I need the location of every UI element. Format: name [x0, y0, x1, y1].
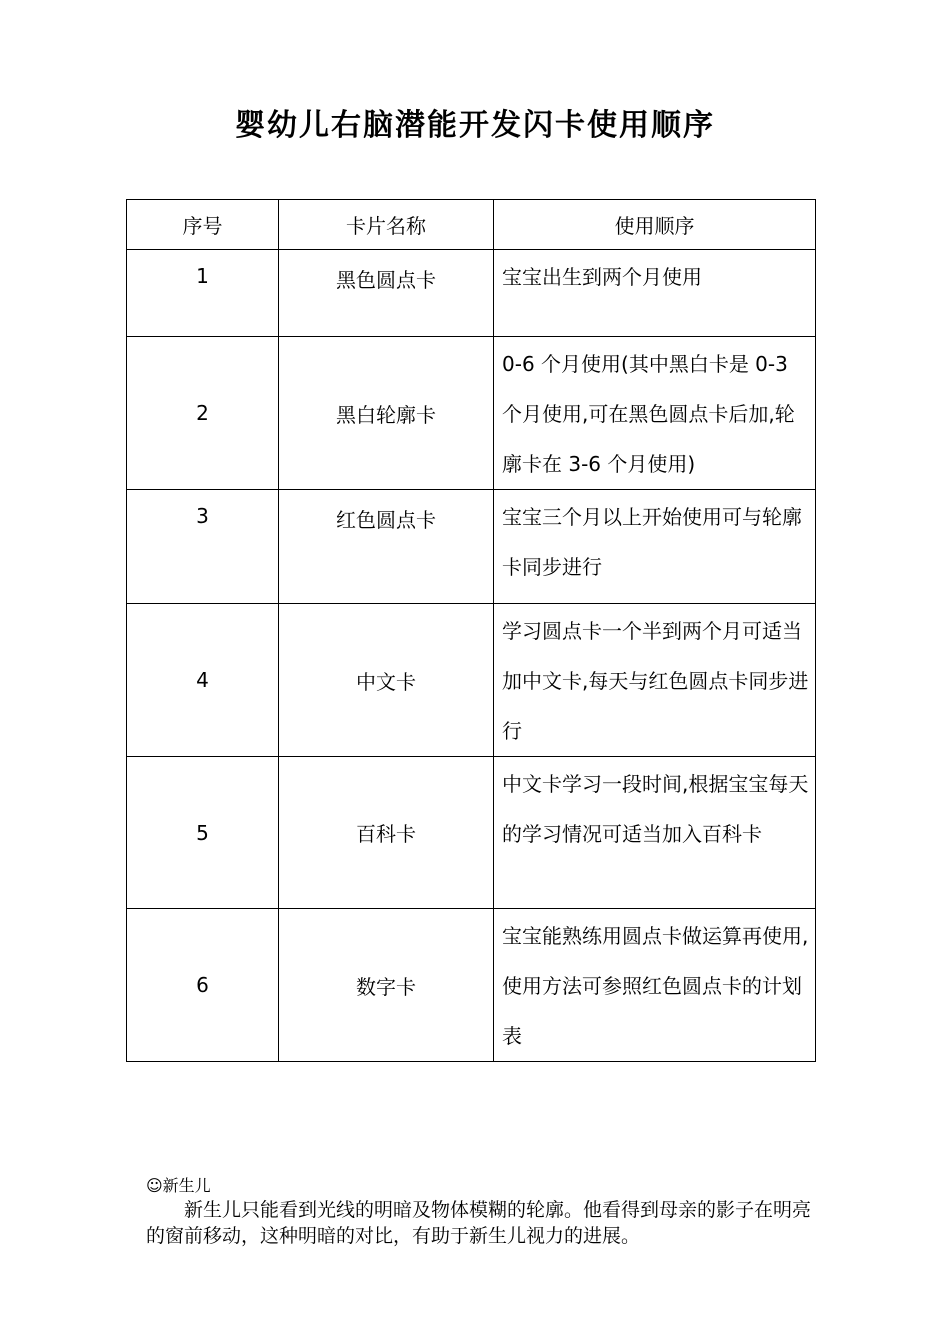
table-row	[127, 604, 816, 757]
row-usage-order: 中文卡学习一段时间,根据宝宝每天的学习情况可适当加入百科卡	[494, 757, 816, 909]
row-index: 6	[127, 909, 279, 1062]
note-paragraph: 新生儿只能看到光线的明暗及物体模糊的轮廓。他看得到母亲的影子在明亮的窗前移动，这种明暗的对比，有助于新生儿视力的进展。	[146, 1199, 812, 1247]
header-index: 序号	[127, 200, 279, 250]
row-card-name: 百科卡	[279, 757, 494, 909]
row-usage-order: 宝宝三个月以上开始使用可与轮廓卡同步进行	[494, 490, 816, 604]
table-header-row	[127, 200, 816, 250]
flashcard-order-table	[126, 199, 816, 1062]
row-card-name: 数字卡	[279, 909, 494, 1062]
header-card-name: 卡片名称	[279, 200, 494, 250]
row-card-name: 黑白轮廓卡	[279, 337, 494, 490]
table-row	[127, 250, 816, 337]
table-row	[127, 490, 816, 604]
row-index: 3	[127, 490, 279, 604]
header-usage-order: 使用顺序	[494, 200, 816, 250]
row-index: 1	[127, 250, 279, 337]
row-card-name: 红色圆点卡	[279, 490, 494, 604]
row-index: 4	[127, 604, 279, 757]
table-row	[127, 757, 816, 909]
table-row	[127, 337, 816, 490]
row-usage-order: 宝宝出生到两个月使用	[494, 250, 816, 337]
table-row	[127, 909, 816, 1062]
row-usage-order: 0-6 个月使用(其中黑白卡是 0-3 个月使用,可在黑色圆点卡后加,轮廓卡在 3-6 个月使用)	[494, 337, 816, 490]
row-card-name: 中文卡	[279, 604, 494, 757]
row-usage-order: 学习圆点卡一个半到两个月可适当加中文卡,每天与红色圆点卡同步进行	[494, 604, 816, 757]
row-card-name: 黑色圆点卡	[279, 250, 494, 337]
page-title: 婴幼儿右脑潜能开发闪卡使用顺序	[235, 108, 715, 143]
note-heading: ☺新生儿	[146, 1176, 211, 1195]
row-usage-order: 宝宝能熟练用圆点卡做运算再使用,使用方法可参照红色圆点卡的计划表	[494, 909, 816, 1062]
row-index: 2	[127, 337, 279, 490]
row-index: 5	[127, 757, 279, 909]
